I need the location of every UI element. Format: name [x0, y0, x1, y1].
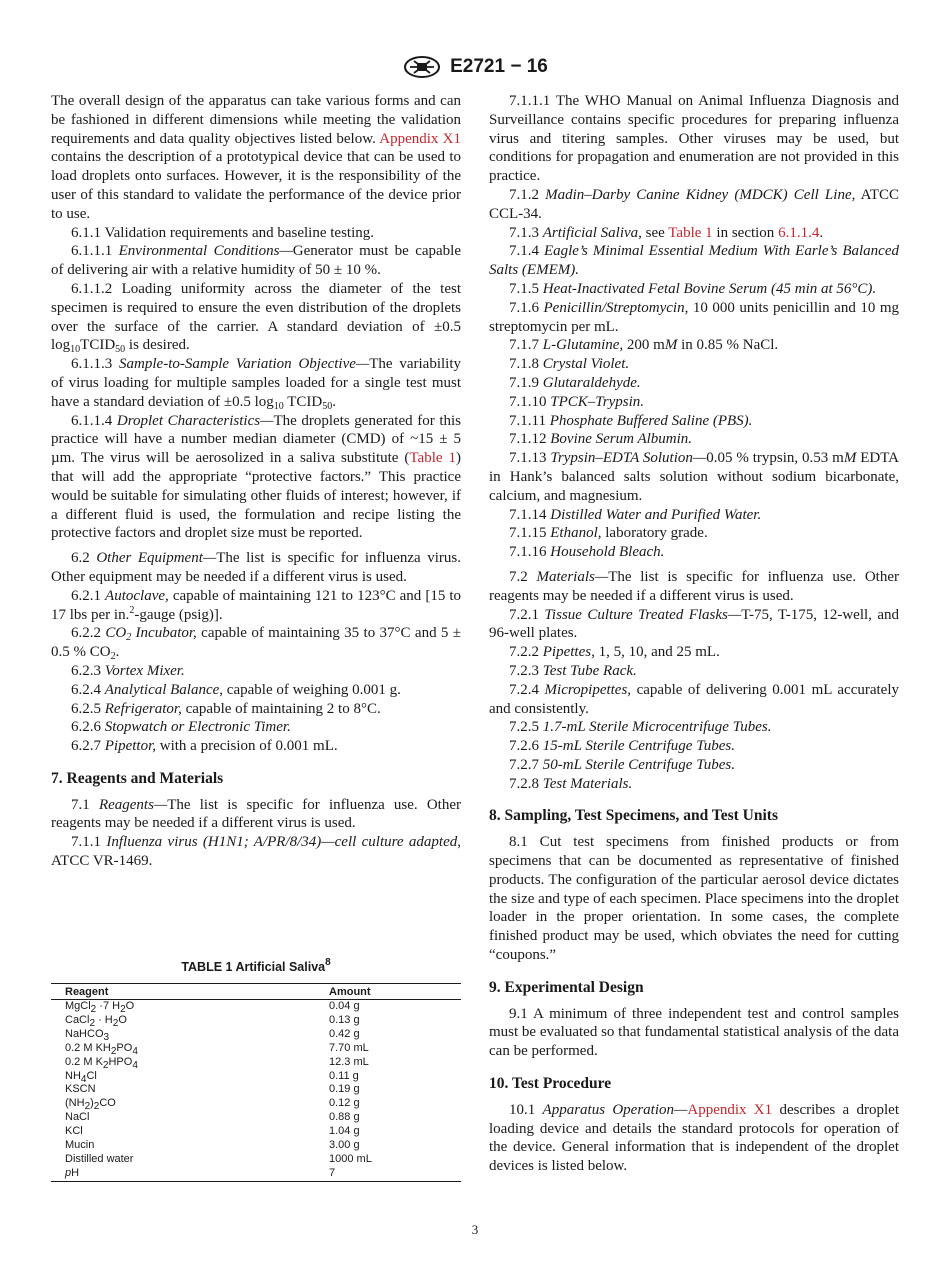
- reagent-cell: 0.2 M $KH_2PO_4$: [65, 1041, 138, 1057]
- header-amount: Amount: [315, 984, 461, 1000]
- section-7-2-7: 7.2.7 50-mL Sterile Centrifuge Tubes.: [509, 756, 735, 773]
- table-row: [51, 1056, 461, 1070]
- table-header-row: [51, 984, 461, 1000]
- section-7-1-8: 7.1.8 Crystal Violet.: [509, 356, 630, 373]
- reagent-cell: NaHCO$_3$: [65, 1027, 110, 1043]
- section-7-2-2: 7.2.2 Pipettes, 1, 5, 10, and 25 mL.: [509, 644, 720, 661]
- reagent-cell: KSCN: [65, 1083, 96, 1096]
- table-row: [51, 1083, 461, 1097]
- section-6-2-6: 6.2.6 Stopwatch or Electronic Timer.: [71, 719, 291, 736]
- amount-cell: 0.19 g: [329, 1083, 360, 1096]
- section-7-1-3: 7.1.3 Artificial Saliva, see Table 1 in section 6.1.1.4.: [509, 224, 824, 241]
- reagent-cell: Distilled water: [65, 1152, 134, 1165]
- section-7-1-1-1: 7.1.1.1 The WHO Manual on Animal Influenza Diagnosis and Surveillance contains specific procedures for preparing influenza virus and titering samples. Other viruses may be used, but conditions for propagation and enumeration are not provided in this practice.: [489, 93, 899, 185]
- section-7-1-4: 7.1.4 Eagle’s Minimal Essential Medium With Earle’s Balanced Salts (EMEM).: [489, 243, 899, 279]
- section-6-2-2: 6.2.2 $CO_2$ Incubator, capable of maintaining 35 to 37°C and 5 ± 0.5 % $CO_2$.: [51, 625, 462, 663]
- page-number: 3: [471, 1222, 479, 1237]
- section-10-1: 10.1 Apparatus Operation—Appendix X1 describes a droplet loading device and details the standard protocols for operation of the device. General information that is independent of the droplet devices is listed below.: [489, 1101, 899, 1175]
- table-1-artificial-saliva: [51, 957, 461, 1182]
- section-7-1: 7.1 Reagents—The list is specific for influenza use. Other reagents may be needed if a different virus is used.: [51, 796, 462, 832]
- amount-cell: 7: [315, 1167, 461, 1181]
- heading-7: 7. Reagents and Materials: [51, 769, 224, 787]
- amount-cell: 12.3 mL: [329, 1055, 369, 1068]
- reagent-cell: 0.2 M $K_2HPO_4$: [65, 1055, 138, 1071]
- amount-cell: 7.70 mL: [329, 1041, 369, 1054]
- table-row: [51, 1125, 461, 1139]
- section-9-1: 9.1 A minimum of three independent test and control samples must be evaluated so that fundamental statistical analysis of the data can be performed.: [489, 1005, 899, 1060]
- section-7-1-6: 7.1.6 Penicillin/Streptomycin, 10 000 units penicillin and 10 mg streptomycin per mL.: [489, 299, 900, 335]
- heading-10: 10. Test Procedure: [489, 1075, 612, 1093]
- table-row: [51, 1167, 461, 1181]
- amount-cell: 1.04 g: [329, 1125, 360, 1138]
- amount-cell: 1000 mL: [329, 1152, 372, 1165]
- appendix-x1-link-2[interactable]: Appendix X1: [687, 1101, 773, 1118]
- section-7-1-14: 7.1.14 Distilled Water and Purified Water.: [509, 506, 762, 523]
- section-6-1-1-4-link[interactable]: 6.1.1.4: [778, 224, 820, 241]
- section-7-1-7: 7.1.7 L-Glutamine, 200 mM in 0.85 % NaCl.: [509, 337, 779, 354]
- section-6-1-1-4: 6.1.1.4 Droplet Characteristics—The droplets generated for this practice will have a number median diameter (CMD) of ~15 ± 5 µm. The virus will be aerosolized in a saliva substitute (Table 1) that will add the appropriate “protective factors.” This practice would be suitable for simulating other fluids of interest; however, if a different fluid is used, the formulation and recipe listing the protective factors and droplet size must be reported.: [51, 412, 461, 542]
- section-6-2-7: 6.2.7 Pipettor, with a precision of 0.001 mL.: [71, 738, 338, 755]
- section-7-1-10: 7.1.10 TPCK–Trypsin.: [509, 393, 645, 410]
- header-reagent: Reagent: [51, 984, 315, 1000]
- table-1-link[interactable]: Table 1: [409, 450, 456, 467]
- section-6-2-5: 6.2.5 Refrigerator, capable of maintaining 2 to 8°C.: [71, 700, 381, 717]
- reagent-cell: pH: [51, 1167, 315, 1181]
- table-row: [51, 1042, 461, 1056]
- section-7-1-2: 7.1.2 Madin–Darby Canine Kidney (MDCK) Cell Line, ATCC CCL-34.: [489, 186, 900, 222]
- table-row: [51, 1139, 461, 1153]
- reagent-cell: Mucin: [65, 1139, 95, 1152]
- appendix-x1-link[interactable]: Appendix X1: [379, 130, 461, 147]
- section-7-1-13: 7.1.13 Trypsin–EDTA Solution—0.05 % trypsin, 0.53 mM EDTA in Hank’s balanced salts solution without sodium bicarbonate, calcium, and magnesium.: [489, 450, 899, 504]
- amount-cell: 0.88 g: [329, 1111, 360, 1124]
- section-6-2-1: 6.2.1 Autoclave, capable of maintaining 121 to 123°C and [15 to 17 lbs per in.$^2$-gauge (psig)].: [51, 587, 462, 623]
- section-7-2-4: 7.2.4 Micropipettes, capable of delivering 0.001 mL accurately and consistently.: [489, 681, 900, 717]
- section-6-1-1: 6.1.1 Validation requirements and baseline testing.: [71, 224, 374, 241]
- section-7-1-1: 7.1.1 Influenza virus (H1N1; A/PR/8/34)—cell culture adapted, ATCC VR-1469.: [51, 834, 461, 870]
- amount-cell: 0.04 g: [329, 1000, 360, 1012]
- reagent-cell: $(NH_2)_2CO$: [65, 1097, 116, 1113]
- section-7-2-5: 7.2.5 1.7-mL Sterile Microcentrifuge Tubes.: [509, 719, 772, 736]
- right-column: [489, 92, 899, 1176]
- section-7-2-6: 7.2.6 15-mL Sterile Centrifuge Tubes.: [509, 738, 735, 755]
- section-7-1-16: 7.1.16 Household Bleach.: [509, 544, 665, 561]
- section-7-1-11: 7.1.11 Phosphate Buffered Saline (PBS).: [509, 412, 753, 429]
- section-8-1: 8.1 Cut test specimens from finished products or from specimens that can be documented as representative of finished products. The configuration of the particular aerosol device dictates the size and type of each specimen. Place specimens into the droplet loader in the proper orientation. In some cases, the complete finished product may be used, which obviates the need for cutting “coupons.”: [489, 834, 899, 964]
- section-6-1-1-1: 6.1.1.1 Environmental Conditions—Generator must be capable of delivering air with a relative humidity of 50 ± 10 %.: [51, 243, 461, 279]
- section-6-2-4: 6.2.4 Analytical Balance, capable of weighing 0.001 g.: [71, 681, 401, 698]
- table-row: [51, 1000, 461, 1014]
- table-grid: [51, 983, 461, 1182]
- section-7-2: 7.2 Materials—The list is specific for influenza use. Other reagents may be needed if a different virus is used.: [489, 568, 900, 604]
- table-row: [51, 1153, 461, 1167]
- reagent-cell: NaCl: [65, 1111, 90, 1124]
- paragraph-intro: The overall design of the apparatus can take various forms and can be fashioned in different dimensions while meeting the validation requirements and data quality objectives listed below. Appendix X1 contains the description of a prototypical device that can be used to load droplets onto surfaces. However, it is the responsibility of the user of this standard to validate the performance of the device prior to use.: [51, 93, 461, 222]
- table-row: [51, 1070, 461, 1084]
- section-6-1-1-2: 6.1.1.2 Loading uniformity across the diameter of the test specimen is required to ensure the even distribution of the droplets over the surface of the carrier. A standard deviation of ±0.5 $\log_{10}TCID_{50}$ is desired.: [51, 280, 461, 356]
- left-column: [51, 92, 461, 871]
- section-6-2: 6.2 Other Equipment—The list is specific for influenza virus. Other equipment may be needed if a different virus is used.: [51, 550, 461, 585]
- table-row: [51, 1014, 461, 1028]
- amount-cell: 0.12 g: [329, 1097, 360, 1110]
- table-1-link-2[interactable]: Table 1: [668, 224, 713, 241]
- table-body: [51, 1000, 461, 1182]
- page-header: [0, 55, 950, 79]
- section-7-2-3: 7.2.3 Test Tube Rack.: [509, 662, 637, 679]
- table-row: [51, 1028, 461, 1042]
- reagent-cell: MgCl$_2$ ·7 $H_2O$: [65, 1000, 135, 1015]
- amount-cell: 0.42 g: [329, 1027, 360, 1040]
- amount-cell: 3.00 g: [329, 1139, 360, 1152]
- section-6-2-3: 6.2.3 Vortex Mixer.: [71, 662, 185, 679]
- table-row: [51, 1097, 461, 1111]
- reagent-cell: CaCl$_2$ · $H_2O$: [65, 1013, 127, 1029]
- reagent-cell: KCl: [65, 1125, 83, 1138]
- section-7-2-1: 7.2.1 Tissue Culture Treated Flasks—T-75, T-175, 12-well, and 96-well plates.: [489, 606, 899, 642]
- section-7-1-9: 7.1.9 Glutaraldehyde.: [509, 374, 641, 391]
- astm-logo-icon: [402, 55, 442, 79]
- section-7-2-8: 7.2.8 Test Materials.: [509, 775, 633, 792]
- amount-cell: 0.13 g: [329, 1013, 360, 1026]
- section-7-1-12: 7.1.12 Bovine Serum Albumin.: [509, 431, 693, 448]
- table-title: TABLE 1 Artificial Saliva$^8$: [181, 957, 331, 974]
- reagent-cell: $NH_4Cl$: [65, 1069, 97, 1085]
- heading-9: 9. Experimental Design: [489, 978, 644, 996]
- amount-cell: 0.11 g: [329, 1069, 359, 1082]
- table-row: [51, 1111, 461, 1125]
- heading-8: 8. Sampling, Test Specimens, and Test Units: [489, 807, 778, 825]
- section-6-1-1-3: 6.1.1.3 Sample-to-Sample Variation Objective—The variability of virus loading for multiple samples loaded for a single test must have a standard deviation of ±0.5 $\log_{10}$ $TCID_{50}$.: [51, 356, 462, 412]
- section-7-1-15: 7.1.15 Ethanol, laboratory grade.: [509, 525, 708, 542]
- section-7-1-5: 7.1.5 Heat-Inactivated Fetal Bovine Serum (45 min at 56°C).: [509, 280, 877, 297]
- document-id: E2721 − 16: [450, 56, 548, 77]
